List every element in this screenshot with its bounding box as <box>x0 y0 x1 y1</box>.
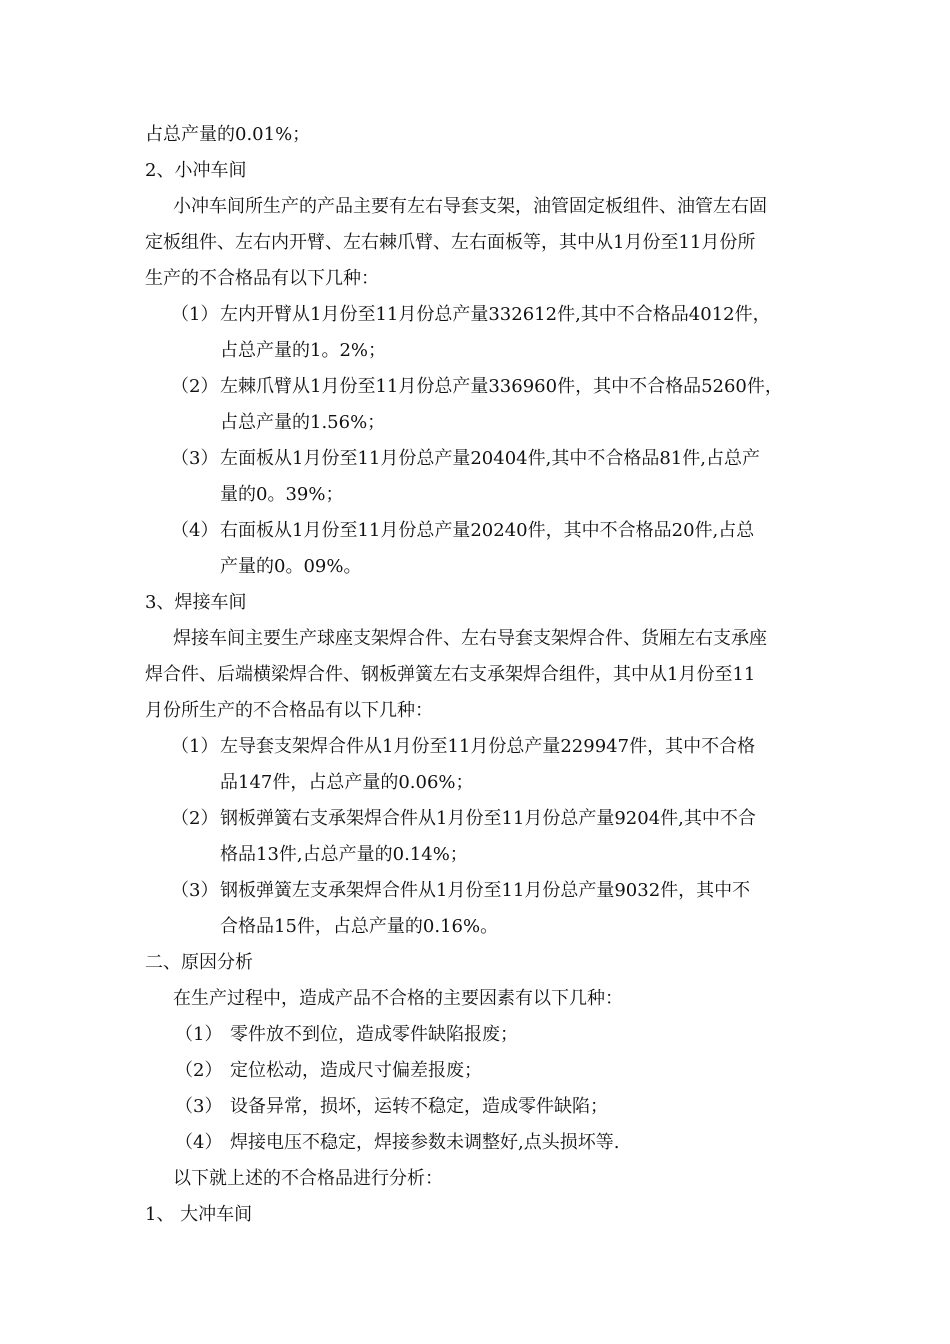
section-heading: 2、小冲车间 <box>145 160 247 181</box>
list-marker: （1） <box>171 736 219 757</box>
paragraph-line: 生产的不合格品有以下几种： <box>145 268 379 289</box>
list-item-line: 左导套支架焊合件从1月份至11月份总产量229947件，其中不合格 <box>220 736 756 757</box>
section-heading: 二、原因分析 <box>145 952 253 973</box>
list-item-line: 占总产量的1.56%； <box>220 412 386 433</box>
list-item-line: 品147件，占总产量的0.06%； <box>220 772 474 793</box>
paragraph-line: 在生产过程中，造成产品不合格的主要因素有以下几种： <box>173 988 623 1009</box>
list-item-line: 右面板从1月份至11月份总产量20240件，其中不合格品20件,占总 <box>220 520 755 541</box>
list-item-line: 左内开臂从1月份至11月份总产量332612件,其中不合格品4012件， <box>220 304 771 325</box>
list-marker: （1） <box>171 304 219 325</box>
list-item-line: 焊接电压不稳定，焊接参数未调整好,点头损坏等. <box>230 1132 620 1153</box>
list-item-line: 产量的0。09%。 <box>220 556 362 577</box>
list-item-line: 左面板从1月份至11月份总产量20404件,其中不合格品81件,占总产 <box>220 448 760 469</box>
list-item-line: 定位松动，造成尺寸偏差报废； <box>230 1060 482 1081</box>
paragraph-line: 以下就上述的不合格品进行分析： <box>173 1168 443 1189</box>
list-item-line: 占总产量的1。2%； <box>220 340 387 361</box>
paragraph-line: 定板组件、左右内开臂、左右棘爪臂、左右面板等，其中从1月份至11月份所 <box>145 232 756 253</box>
list-marker: （2） <box>171 376 219 397</box>
list-marker: （4） <box>171 520 219 541</box>
list-marker: （3） <box>175 1096 223 1117</box>
list-item-line: 合格品15件，占总产量的0.16%。 <box>220 916 499 937</box>
list-marker: （2） <box>171 808 219 829</box>
list-marker: （3） <box>171 880 219 901</box>
section-heading: 1、 大冲车间 <box>145 1204 253 1225</box>
list-item-line: 钢板弹簧右支承架焊合件从1月份至11月份总产量9204件,其中不合 <box>220 808 756 829</box>
list-marker: （4） <box>175 1132 223 1153</box>
list-item-line: 设备异常，损坏，运转不稳定，造成零件缺陷； <box>230 1096 608 1117</box>
paragraph-line: 焊合件、后端横梁焊合件、钢板弹簧左右支承架焊合组件，其中从1月份至11 <box>145 664 756 685</box>
list-item-line: 量的0。39%； <box>220 484 344 505</box>
section-heading: 3、焊接车间 <box>145 592 247 613</box>
paragraph-line: 月份所生产的不合格品有以下几种： <box>145 700 433 721</box>
list-marker: （2） <box>175 1060 223 1081</box>
list-item-line: 左棘爪臂从1月份至11月份总产量336960件，其中不合格品5260件， <box>220 376 783 397</box>
list-item-line: 钢板弹簧左支承架焊合件从1月份至11月份总产量9032件，其中不 <box>220 880 751 901</box>
paragraph-line: 焊接车间主要生产球座支架焊合件、左右导套支架焊合件、货厢左右支承座 <box>173 628 767 649</box>
list-item-line: 零件放不到位，造成零件缺陷报废； <box>230 1024 518 1045</box>
list-item-line: 格品13件,占总产量的0.14%； <box>220 844 468 865</box>
text-line: 占总产量的0.01%； <box>145 124 311 145</box>
paragraph-line: 小冲车间所生产的产品主要有左右导套支架，油管固定板组件、油管左右固 <box>173 196 767 217</box>
list-marker: （3） <box>171 448 219 469</box>
list-marker: （1） <box>175 1024 223 1045</box>
